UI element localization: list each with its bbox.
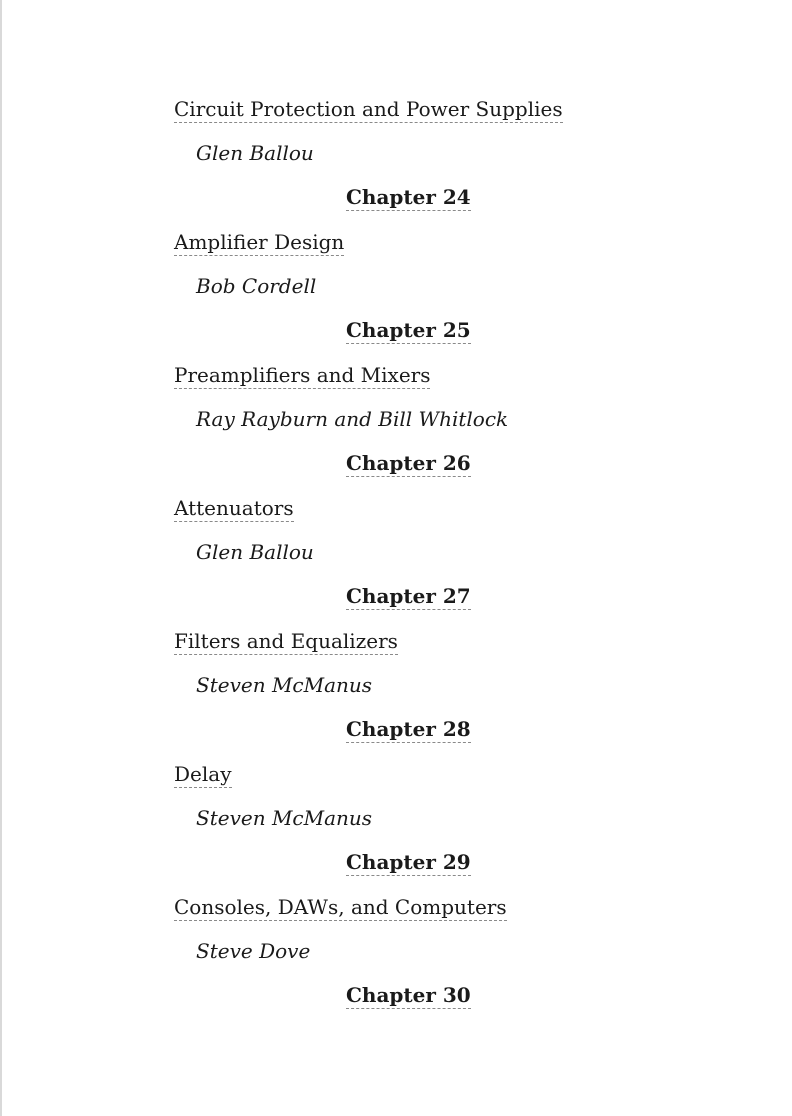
chapter-heading-link[interactable]: Chapter 29: [346, 850, 471, 874]
chapter-author: Glen Ballou: [196, 540, 314, 564]
chapter-title-link[interactable]: Circuit Protection and Power Supplies: [174, 97, 563, 121]
chapter-author: Glen Ballou: [196, 141, 314, 165]
chapter-heading-link[interactable]: Chapter 26: [346, 451, 471, 475]
toc-list: [174, 96, 594, 1027]
toc-entry: [174, 761, 594, 875]
chapter-author: Steven McManus: [196, 806, 373, 830]
chapter-author: Steve Dove: [196, 939, 311, 963]
chapter-title-link[interactable]: Amplifier Design: [174, 230, 345, 254]
chapter-title-link[interactable]: Attenuators: [174, 496, 294, 520]
toc-entry: [174, 229, 594, 343]
toc-entry: [174, 894, 594, 1008]
chapter-author: Bob Cordell: [196, 274, 317, 298]
chapter-heading-link[interactable]: Chapter 27: [346, 584, 471, 608]
chapter-title-link[interactable]: Consoles, DAWs, and Computers: [174, 895, 507, 919]
chapter-heading-link[interactable]: Chapter 30: [346, 983, 471, 1007]
toc-entry: [174, 96, 594, 210]
chapter-author: Steven McManus: [196, 673, 373, 697]
page-left-border: [0, 0, 2, 1116]
toc-entry: [174, 495, 594, 609]
toc-entry: [174, 362, 594, 476]
chapter-heading-link[interactable]: Chapter 24: [346, 185, 471, 209]
chapter-title-link[interactable]: Delay: [174, 762, 232, 786]
chapter-title-link[interactable]: Preamplifiers and Mixers: [174, 363, 431, 387]
chapter-author: Ray Rayburn and Bill Whitlock: [196, 407, 509, 431]
chapter-heading-link[interactable]: Chapter 25: [346, 318, 471, 342]
chapter-title-link[interactable]: Filters and Equalizers: [174, 629, 398, 653]
chapter-heading-link[interactable]: Chapter 28: [346, 717, 471, 741]
toc-entry: [174, 628, 594, 742]
